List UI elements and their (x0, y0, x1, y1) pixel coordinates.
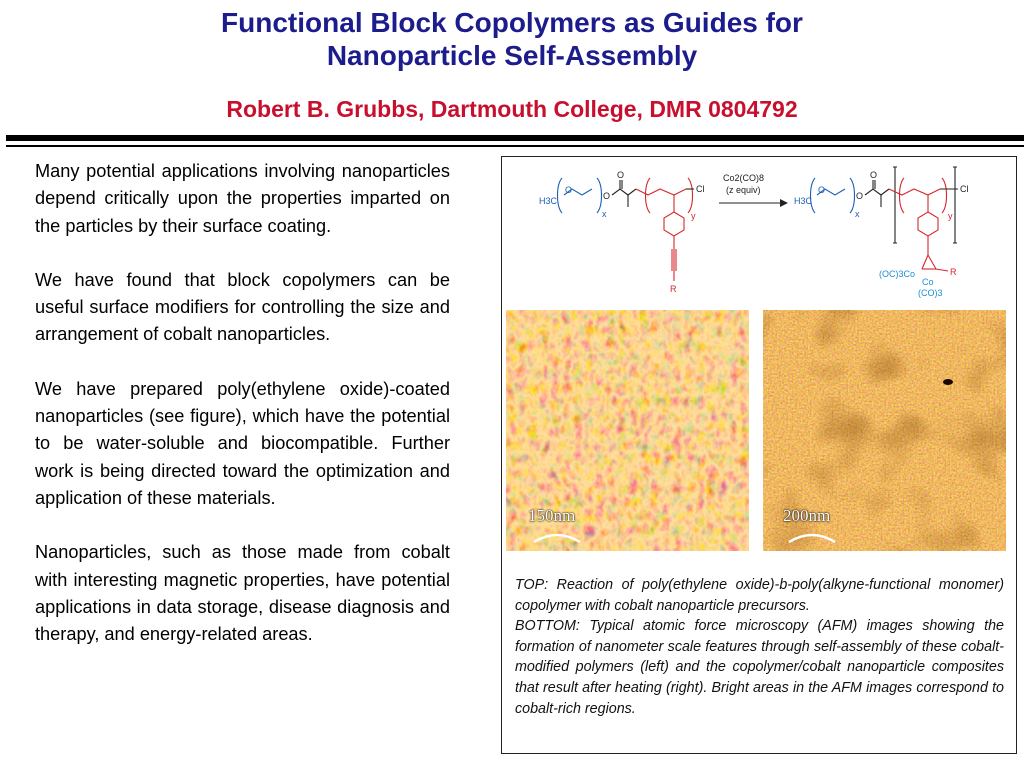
title-line-1: Functional Block Copolymers as Guides for (221, 7, 803, 38)
header-divider-thick (6, 135, 1024, 141)
subscript-x-2: x (855, 209, 860, 219)
afm-image-right (763, 310, 1006, 551)
figure-caption (515, 575, 1004, 719)
ester-oxygen-2: O (856, 191, 864, 201)
reaction-scheme (502, 157, 1018, 307)
caption-top: TOP: Reaction of poly(ethylene oxide)-b-poly(alkyne-functional monomer) copolymer with cobalt nanoparticle precursors. (515, 577, 1004, 614)
subscript-y-2: y (948, 211, 953, 221)
peo-oxygen-1: O (565, 185, 573, 195)
afm-image-left (506, 310, 749, 551)
scale-bar-left (532, 530, 582, 544)
cobalt-ligand-bottom: (CO)3 (918, 288, 943, 298)
page-title (0, 6, 1024, 72)
scale-label-right: 200nm (783, 506, 831, 525)
title-line-2: Nanoparticle Self-Assembly (326, 40, 698, 71)
subscript-y-1: y (691, 211, 696, 221)
r-group-2: R (950, 267, 957, 277)
body-text (35, 158, 450, 675)
paragraph-2: We have found that block copolymers can be useful surface modifiers for controlling the size and arrangement of cobalt nanoparticles. (35, 269, 450, 345)
r-group-1: R (670, 284, 677, 294)
reagent-equiv: (z equiv) (726, 185, 761, 195)
subscript-x-1: x (602, 209, 607, 219)
cobalt-ligand-left: (OC)3Co (879, 269, 916, 279)
paragraph-4: Nanoparticles, such as those made from cobalt with interesting magnetic properties, have potential applications in data storage, disease diagnosis and therapy, and energy-related areas. (35, 542, 450, 645)
reactant-structure (539, 170, 705, 294)
paragraph-1: Many potential applications involving nanoparticles depend critically upon the properties imparted on the particles by their surface coating. (35, 161, 450, 236)
author-line: Robert B. Grubbs, Dartmouth College, DMR 0804792 (226, 96, 798, 122)
h3c-label-1: H3C (539, 196, 558, 206)
scale-label-left: 150nm (528, 506, 576, 525)
cobalt-label: Co (922, 277, 934, 287)
header-divider-thin (6, 145, 1024, 147)
scale-bar-right (787, 530, 837, 544)
chloride-label-2: Cl (960, 184, 969, 194)
carbonyl-oxygen-2: O (870, 170, 878, 180)
ester-oxygen-1: O (603, 191, 611, 201)
peo-oxygen-2: O (818, 185, 826, 195)
chloride-label-1: Cl (696, 184, 705, 194)
h3c-label-2: H3C (794, 196, 813, 206)
reagent-formula: Co2(CO)8 (723, 173, 765, 183)
carbonyl-oxygen-1: O (617, 170, 625, 180)
paragraph-3: We have prepared poly(ethylene oxide)-coated nanoparticles (see figure), which have the potential to be water-soluble and biocompatible. Further work is being directed toward the optimization and application of these materials. (35, 378, 450, 508)
reaction-arrow (719, 173, 788, 207)
caption-bottom: BOTTOM: Typical atomic force microscopy (AFM) images showing the formation of nanometer scale features through self-assembly of these cobalt-modified polymers (left) and the copolymer/cobalt nanoparticle composites that result after heating (right). Bright areas in the AFM images correspond to cobalt-rich regions. (515, 618, 1004, 717)
figure-panel (501, 156, 1017, 754)
product-structure (794, 167, 969, 298)
